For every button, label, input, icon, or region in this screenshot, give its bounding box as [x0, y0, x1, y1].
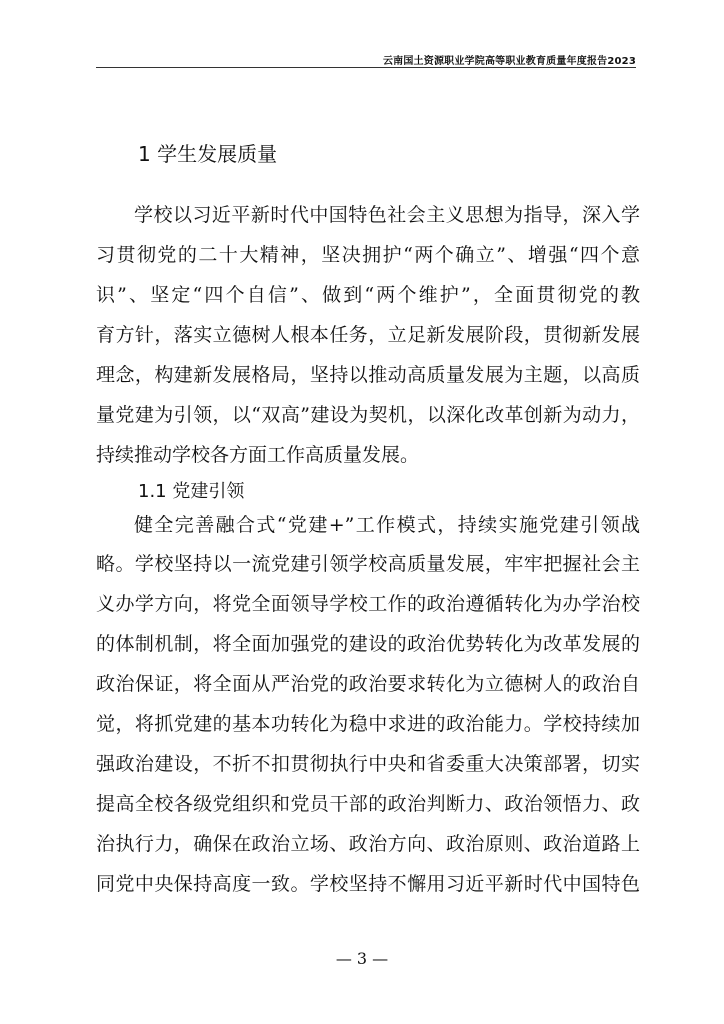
- subsection-heading: 1.1 党建引领: [138, 481, 245, 502]
- intro-paragraph-line: 育方针，落实立德树人根本任务，立足新发展阶段，贯彻新发展: [96, 324, 640, 346]
- body-paragraph-line: 觉，将抓党建的基本功转化为稳中求进的政治能力。学校持续加: [96, 713, 640, 735]
- body-paragraph-line: 治执行力，确保在政治立场、政治方向、政治原则、政治道路上: [96, 833, 640, 855]
- body-paragraph-line: 略。学校坚持以一流党建引领学校高质量发展，牢牢把握社会主: [96, 553, 640, 575]
- body-paragraph-line: 的体制机制，将全面加强党的建设的政治优势转化为改革发展的: [96, 633, 640, 655]
- body-paragraph-line: 同党中央保持高度一致。学校坚持不懈用习近平新时代中国特色: [96, 873, 640, 895]
- body-paragraph-line: 健全完善融合式“党建+”工作模式，持续实施党建引领战: [134, 514, 640, 536]
- intro-paragraph-line: 习贯彻党的二十大精神，坚决拥护“两个确立”、增强“四个意: [96, 244, 640, 266]
- intro-paragraph-line: 持续推动学校各方面工作高质量发展。: [96, 444, 420, 466]
- body-paragraph-line: 提高全校各级党组织和党员干部的政治判断力、政治领悟力、政: [96, 793, 640, 815]
- section-heading: 1 学生发展质量: [138, 142, 278, 166]
- intro-paragraph-line: 量党建为引领，以“双高”建设为契机，以深化改革创新为动力，: [96, 404, 640, 426]
- report-header-title: 云南国土资源职业学院高等职业教育质量年度报告2023: [382, 56, 636, 67]
- body-paragraph-line: 强政治建设，不折不扣贯彻执行中央和省委重大决策部署，切实: [96, 753, 640, 775]
- body-paragraph-line: 政治保证，将全面从严治党的政治要求转化为立德树人的政治自: [96, 673, 640, 695]
- body-paragraph-line: 义办学方向，将党全面领导学校工作的政治遵循转化为办学治校: [96, 593, 640, 615]
- intro-paragraph-line: 识”、坚定“四个自信”、做到“两个维护”，全面贯彻党的教: [96, 284, 640, 306]
- intro-paragraph-line: 理念，构建新发展格局，坚持以推动高质量发展为主题，以高质: [96, 364, 640, 386]
- intro-paragraph-line: 学校以习近平新时代中国特色社会主义思想为指导，深入学: [134, 204, 640, 226]
- page-number: — 3 —: [335, 949, 389, 968]
- header-divider: [96, 67, 636, 68]
